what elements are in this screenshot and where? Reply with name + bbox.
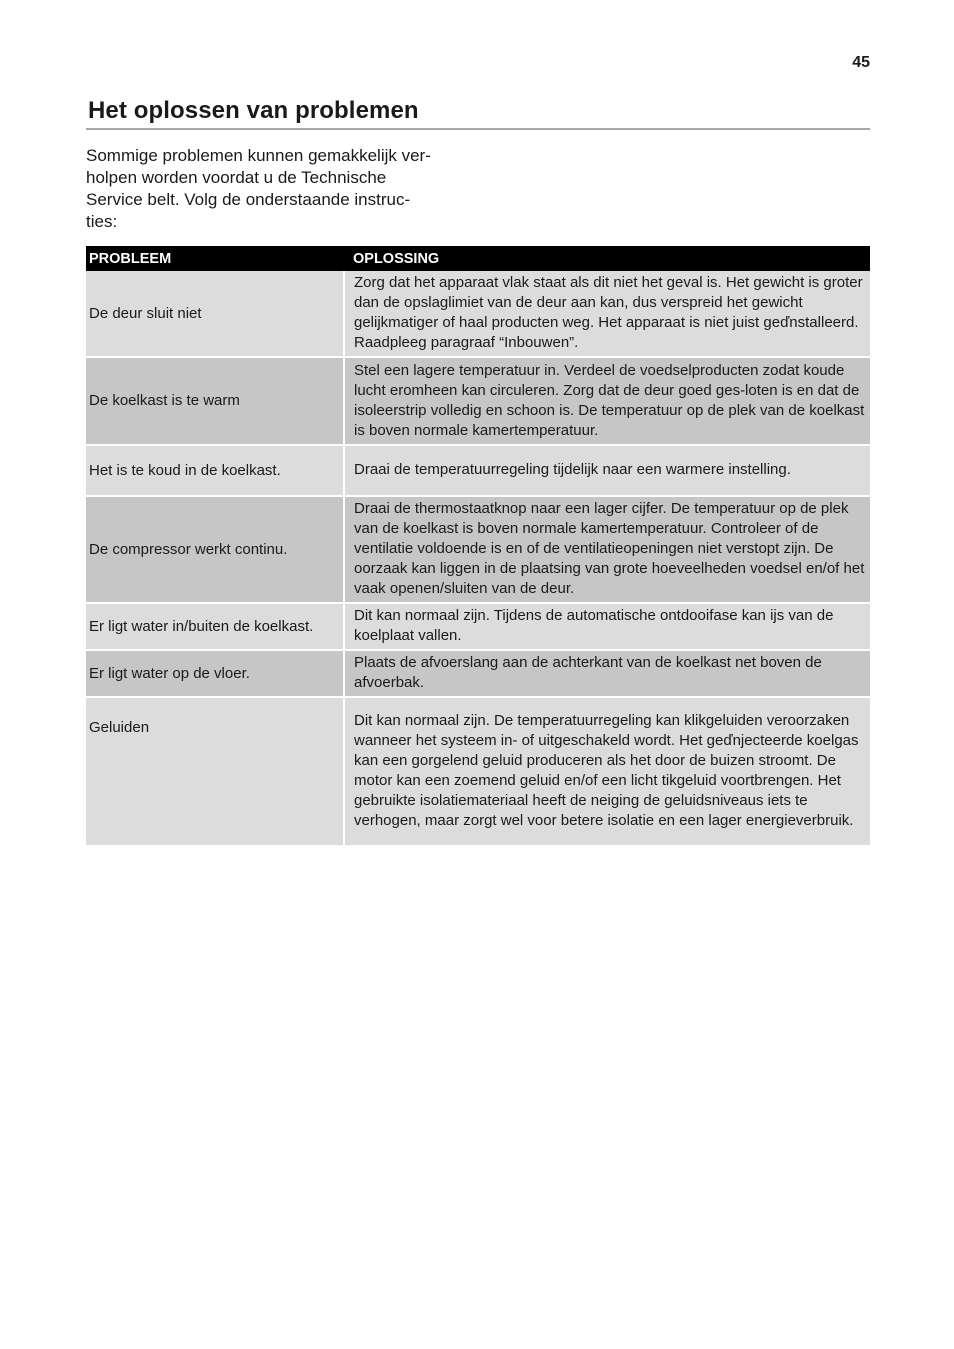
table-header-row — [86, 246, 870, 271]
table-row — [86, 650, 870, 697]
problem-cell: De deur sluit niet — [86, 271, 344, 357]
solution-cell: Plaats de afvoerslang aan de achterkant van de koelkast net boven de afvoerbak. — [344, 650, 870, 697]
column-header-problem: PROBLEEM — [86, 246, 344, 271]
troubleshooting-table — [86, 246, 870, 845]
intro-paragraph: Sommige problemen kunnen gemakkelijk ver- holpen worden voordat u de Technische Service belt. Volg de onderstaande instruc- ties: — [86, 146, 431, 231]
page-number: 45 — [852, 54, 870, 71]
page-title: Het oplossen van problemen — [88, 97, 419, 124]
problem-cell: De koelkast is te warm — [86, 357, 344, 445]
problem-cell: Er ligt water op de vloer. — [86, 650, 344, 697]
solution-cell: Dit kan normaal zijn. De temperatuurregeling kan klikgeluiden veroorzaken wanneer het systeem in- of uitgeschakeld wordt. Het geďnjecteerde koelgas kan een gorgelend geluid produceren als het door de buizen stroomt. De motor kan een zoemend geluid en/of een licht tikgeluid voortbrengen. Het gebruikte isolatiemateriaal heeft de neiging de geluidsniveaus iets te verhogen, maar zorgt wel voor betere isolatie en een lager energieverbruik. — [344, 697, 870, 845]
solution-cell: Zorg dat het apparaat vlak staat als dit niet het geval is. Het gewicht is groter dan de opslaglimiet van de deur aan kan, dus verspreid het gewicht gelijkmatiger of haal producten weg. Het apparaat is niet juist geďnstalleerd. Raadpleeg paragraaf “Inbouwen”. — [344, 271, 870, 357]
solution-cell: Dit kan normaal zijn. Tijdens de automatische ontdooifase kan ijs van de koelplaat vallen. — [344, 603, 870, 650]
column-header-solution: OPLOSSING — [344, 246, 870, 271]
table-row — [86, 357, 870, 445]
table-row — [86, 271, 870, 357]
title-divider — [86, 128, 870, 130]
table-row — [86, 603, 870, 650]
problem-cell: Geluiden — [86, 697, 344, 845]
solution-cell: Draai de temperatuurregeling tijdelijk naar een warmere instelling. — [344, 445, 870, 496]
table-row — [86, 445, 870, 496]
problem-cell: Er ligt water in/buiten de koelkast. — [86, 603, 344, 650]
table-row — [86, 697, 870, 845]
problem-cell: De compressor werkt continu. — [86, 496, 344, 603]
problem-cell: Het is te koud in de koelkast. — [86, 445, 344, 496]
solution-cell: Draai de thermostaatknop naar een lager cijfer. De temperatuur op de plek van de koelkast is boven normale kamertemperatuur. Controleer of de ventilatie voldoende is en of de ventilatieopeningen niet verstopt zijn. De oorzaak kan liggen in de plaatsing van grote hoeveelheden voedsel en/of het vaak openen/sluiten van de deur. — [344, 496, 870, 603]
table-row — [86, 496, 870, 603]
solution-cell: Stel een lagere temperatuur in. Verdeel de voedselproducten zodat koude lucht eromheen kan circuleren. Zorg dat de deur goed ges-loten is en dat de isoleerstrip volledig en schoon is. De temperatuur op de plek van de koelkast is boven normale kamertemperatuur. — [344, 357, 870, 445]
